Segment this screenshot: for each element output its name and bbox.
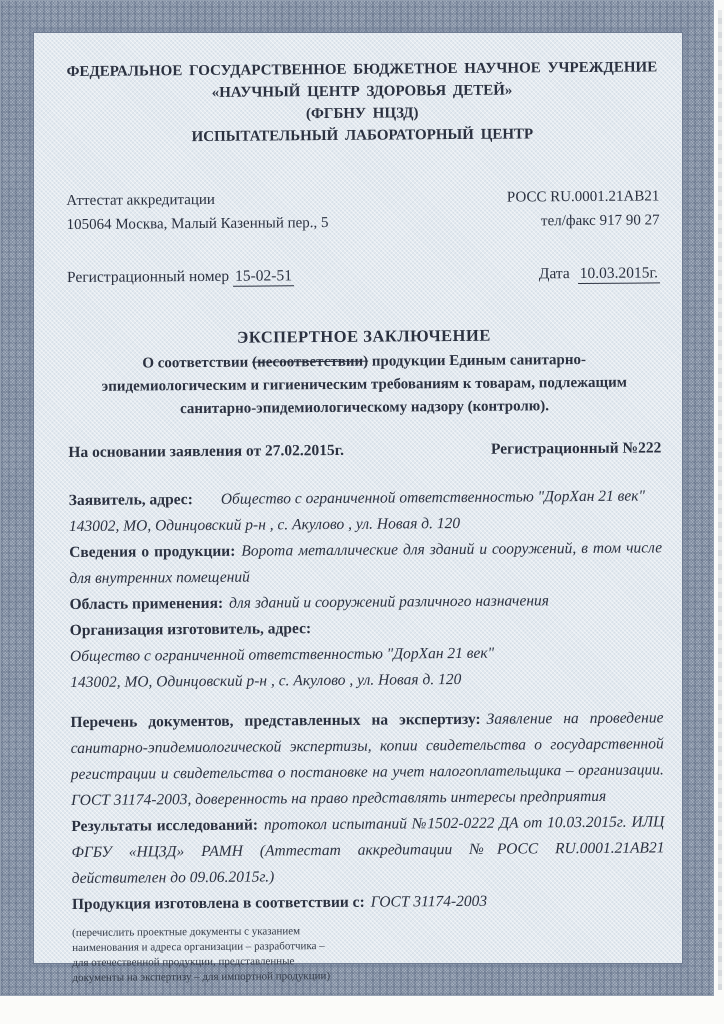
subtitle-prefix: О соответствии	[142, 354, 253, 372]
registration-number-line	[67, 267, 294, 287]
accreditation-contacts-block	[507, 184, 660, 233]
subtitle-line-2: эпидемиологическим и гигиеническим требованиям к товарам, подлежащим	[101, 374, 628, 395]
certificate-content	[30, 28, 685, 985]
footnote-line-4: документы на экспертизу – для импортной продукции)	[72, 970, 331, 985]
field-results	[71, 809, 665, 892]
documents-value: Заявление на проведение санитарно-эпидемиологической экспертизы, копии свидетельства о государственной регистрации и свидетельства о постановке на учет налогоплательщика – организации. ГОСТ 31174-2003, доверенность на право представлять интересы предприятия	[70, 709, 664, 810]
org-name-line-3: (ФГБНУ НЦЗД)	[305, 105, 419, 123]
applicant-address-value: 143002, МО, Одинцовский р-н , с. Акулово , ул. Новая д. 120	[68, 514, 461, 536]
basis-statement: На основании заявления от 27.02.2015г.	[68, 441, 345, 462]
product-value: Ворота металлические для зданий и сооружений, в том числе для внутренних помещений	[69, 539, 663, 588]
footnote-line-3: для отечественной продукции, представленные	[72, 955, 295, 970]
footnote-line-1: (перечислить проектные документы с указанием	[72, 925, 301, 940]
field-manufacturer-address	[70, 665, 663, 696]
footnote-line-2: наименования и адреса организации – разработчика –	[72, 940, 325, 955]
field-documents	[70, 705, 664, 814]
accreditation-row	[66, 184, 659, 237]
standard-label: Продукция изготовлена в соответствии с:	[71, 893, 365, 914]
applicant-label: Заявитель, адрес:	[68, 491, 193, 510]
organization-header	[65, 56, 659, 149]
subtitle-line-3: санитарно-эпидемиологическому надзору (контролю).	[179, 398, 550, 418]
registration-number-label: Регистрационный номер	[66, 267, 230, 287]
date-label: Дата	[538, 265, 570, 283]
product-label: Сведения о продукции:	[69, 542, 236, 562]
basis-registration-number: Регистрационный №222	[490, 439, 662, 458]
subtitle-suffix: продукции Единым санитарно-	[368, 351, 587, 370]
org-name-line-4: ИСПЫТАТЕЛЬНЫЙ ЛАБОРАТОРНЫЙ ЦЕНТР	[191, 126, 534, 146]
date-line	[539, 264, 660, 283]
accreditation-address-block	[66, 187, 328, 237]
struck-word: (несоответствии)	[251, 353, 369, 371]
org-name-line-1: ФЕДЕРАЛЬНОЕ ГОСУДАРСТВЕННОЕ БЮДЖЕТНОЕ НАУЧНОЕ УЧРЕЖДЕНИЕ	[66, 59, 658, 81]
date-value: 10.03.2015г.	[578, 264, 660, 284]
field-applicant	[69, 483, 662, 514]
documents-label: Перечень документов, представленных на экспертизу:	[70, 710, 481, 732]
registration-number-value: 15-02-51	[233, 267, 294, 286]
org-name-line-2: «НАУЧНЫЙ ЦЕНТР ЗДОРОВЬЯ ДЕТЕЙ»	[211, 82, 513, 101]
applicant-value: Общество с ограниченной ответственностью "ДорХан 21 век"	[220, 487, 646, 508]
certificate-page	[33, 32, 683, 985]
manufacturer-value: Общество с ограниченной ответственностью "ДорХан 21 век"	[69, 644, 495, 666]
results-value: протокол испытаний №1502-0222 ДА от 10.03.2015г. ИЛЦ ФГБУ «НЦЗД» РАМН (Аттестат аккредитации №РОСС RU.0001.21АВ21 действителен до 09.06.2015г.)	[71, 813, 665, 888]
manufacturer-address-value: 143002, МО, Одинцовский р-н , с. Акулово , ул. Новая д. 120	[70, 670, 462, 692]
scope-label: Область применения:	[69, 594, 224, 614]
document-title: ЭКСПЕРТНОЕ ЗАКЛЮЧЕНИЕ	[237, 325, 491, 347]
manufacturer-label: Организация изготовитель, адрес:	[69, 620, 312, 640]
scan-edge-artifact	[718, 10, 722, 990]
accreditation-street: 105064 Москва, Малый Казенный пер., 5	[66, 214, 329, 234]
standard-value: ГОСТ 31174-2003	[370, 892, 488, 911]
scope-value: для зданий и сооружений различного назначения	[229, 592, 550, 612]
field-product	[69, 535, 662, 592]
accreditation-certificate-number: РОСС RU.0001.21АВ21	[506, 188, 660, 206]
basis-row	[68, 439, 661, 462]
accreditation-label: Аттестат аккредитации	[66, 191, 215, 210]
field-standard	[72, 887, 665, 918]
accreditation-phone: тел/факс 917 90 27	[540, 212, 660, 230]
results-label: Результаты исследований:	[71, 816, 259, 836]
footnote	[72, 921, 665, 986]
document-title-block	[67, 322, 661, 422]
registration-row	[67, 264, 660, 287]
